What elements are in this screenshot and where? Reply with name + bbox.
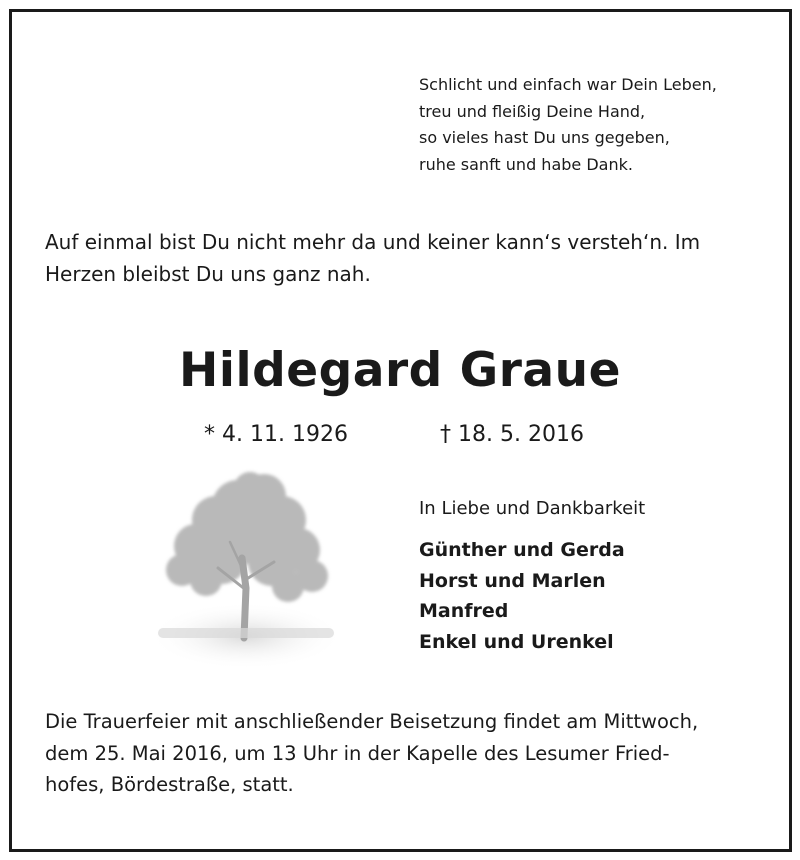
poem-line: ruhe sanft und habe Dank. [419,154,633,174]
ceremony-line: Die Trauerfeier mit anschließender Beisetzung findet am Mittwoch, [45,710,699,733]
ceremony-line: hofes, Bördestraße, statt. [45,773,294,796]
ceremony-text [45,706,698,801]
birth-date: * 4. 11. 1926 [204,422,348,447]
mourner-name: Günther und Gerda [419,539,625,561]
deceased-name: Hildegard Graue [179,343,621,398]
death-date: † 18. 5. 2016 [440,422,584,447]
ceremony-line: dem 25. Mai 2016, um 13 Uhr in der Kapelle des Lesumer Fried- [45,741,670,765]
intro-line: Herzen bleibst Du uns ganz nah. [45,262,371,286]
intro-text [45,226,765,290]
mourner-name: Enkel und Urenkel [419,630,614,653]
mourners-list [419,535,625,657]
poem-line: Schlicht und einfach war Dein Leben, [419,75,717,94]
mourner-name: Horst und Marlen [419,569,606,592]
poem-line: so vieles hast Du uns gegeben, [419,128,670,147]
intro-line: Auf einmal bist Du nicht mehr da und keiner kann‘s versteh‘n. Im [45,230,701,254]
tree-icon [146,458,346,673]
poem [419,72,717,178]
poem-line: treu und fleißig Deine Hand, [419,101,646,121]
mourners-intro: In Liebe und Dankbarkeit [419,498,646,519]
mourner-name: Manfred [419,600,509,622]
